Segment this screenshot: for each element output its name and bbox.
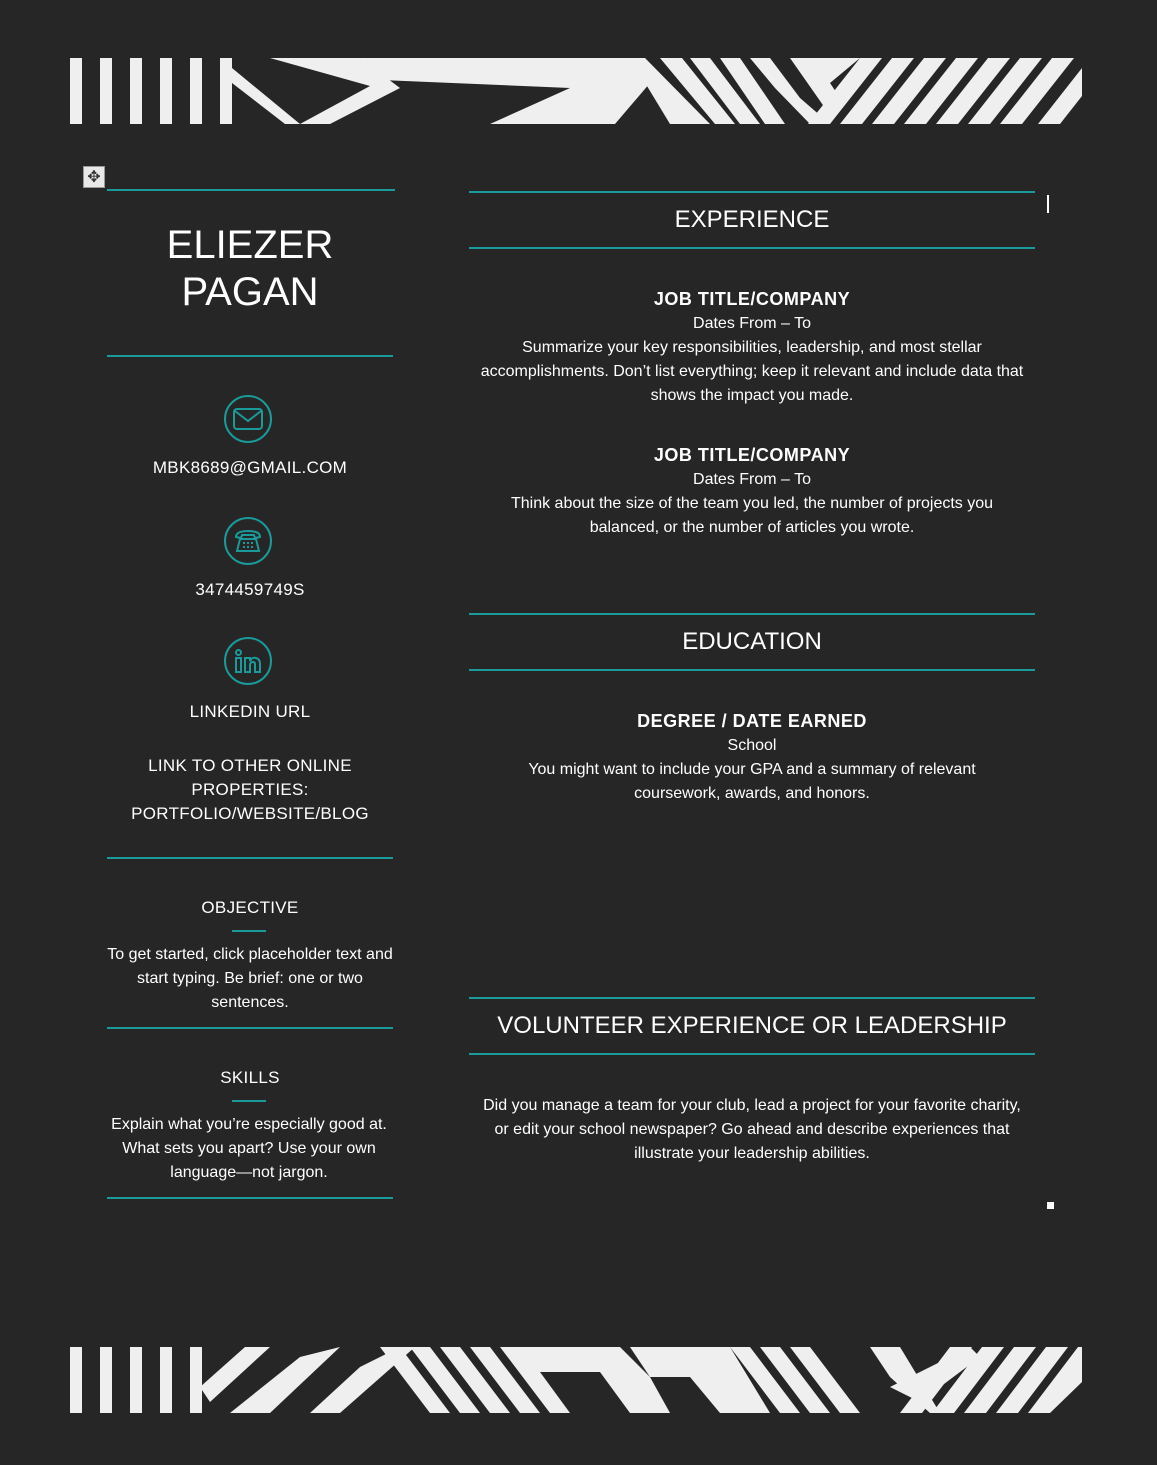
footer-stripe-graphic <box>70 1347 1082 1413</box>
envelope-icon <box>233 408 263 430</box>
text-cursor <box>1047 195 1049 213</box>
last-name: PAGAN <box>181 270 319 314</box>
phone-icon-circle <box>224 517 272 565</box>
other-online-properties[interactable] <box>107 754 393 826</box>
job-1-description[interactable]: Summarize your key responsibilities, leadership, and most stellar accomplishments. Don’t list everything; keep it relevant and include data that shows the impact you made. <box>480 339 1024 404</box>
objective-bottom-rule <box>107 1027 393 1029</box>
linkedin-url[interactable]: LINKEDIN URL <box>189 702 311 721</box>
linkedin-icon-circle <box>224 637 272 685</box>
experience-heading: EXPERIENCE <box>674 206 830 233</box>
header-stripe-band <box>70 58 1082 124</box>
header-stripe-graphic <box>70 58 1082 124</box>
education-description[interactable]: You might want to include your GPA and a summary of relevant coursework, awards, and honors. <box>528 761 976 802</box>
objective-heading: OBJECTIVE <box>201 898 299 917</box>
skills-heading: SKILLS <box>220 1068 280 1087</box>
volunteer-bottom-rule <box>469 1053 1035 1055</box>
skills-text[interactable]: Explain what you’re especially good at. What sets you apart? Use your own language—not jargon. <box>111 1116 387 1181</box>
name-bottom-rule <box>107 355 393 357</box>
job-1-title[interactable]: JOB TITLE/COMPANY <box>653 289 851 309</box>
school-name[interactable]: School <box>727 737 777 754</box>
job-2-title[interactable]: JOB TITLE/COMPANY <box>653 445 851 465</box>
table-resize-handle[interactable] <box>1047 1202 1054 1209</box>
candidate-name[interactable] <box>107 222 393 316</box>
volunteer-heading: VOLUNTEER EXPERIENCE OR LEADERSHIP <box>497 1012 1007 1039</box>
linkedin-icon <box>234 648 262 674</box>
job-2-dates[interactable]: Dates From – To <box>693 471 811 488</box>
objective-heading-rule <box>232 930 266 932</box>
email-address[interactable]: MBK8689@GMAIL.COM <box>152 458 348 477</box>
other-properties-line-2: PROPERTIES: <box>191 780 309 799</box>
job-1-dates[interactable]: Dates From – To <box>693 315 811 332</box>
job-2-description[interactable]: Think about the size of the team you led, the number of projects you balanced, or the number of articles you wrote. <box>510 495 994 536</box>
skills-bottom-rule <box>107 1197 393 1199</box>
other-properties-line-3: PORTFOLIO/WEBSITE/BLOG <box>131 804 369 823</box>
volunteer-top-rule <box>469 997 1035 999</box>
skills-heading-rule <box>232 1100 266 1102</box>
footer-stripe-band <box>70 1347 1082 1413</box>
experience-top-rule <box>469 191 1035 193</box>
email-icon-circle <box>224 395 272 443</box>
phone-number[interactable]: 3474459749S <box>195 580 305 599</box>
move-handle-icon: ✥ <box>87 169 101 186</box>
name-top-rule <box>107 189 395 191</box>
education-bottom-rule <box>469 669 1035 671</box>
table-move-handle[interactable] <box>83 166 105 188</box>
objective-text[interactable]: To get started, click placeholder text and start typing. Be brief: one or two sentences. <box>107 946 393 1011</box>
first-name: ELIEZER <box>166 223 334 267</box>
education-top-rule <box>469 613 1035 615</box>
telephone-icon <box>233 528 263 554</box>
experience-bottom-rule <box>469 247 1035 249</box>
degree-title[interactable]: DEGREE / DATE EARNED <box>637 711 867 731</box>
volunteer-description[interactable]: Did you manage a team for your club, lead a project for your favorite charity, or edit your school newspaper? Go ahead and describe experiences that illustrate your leadership abilities. <box>483 1097 1021 1162</box>
education-heading: EDUCATION <box>682 628 822 655</box>
other-properties-line-1: LINK TO OTHER ONLINE <box>148 756 352 775</box>
contact-bottom-rule <box>107 857 393 859</box>
